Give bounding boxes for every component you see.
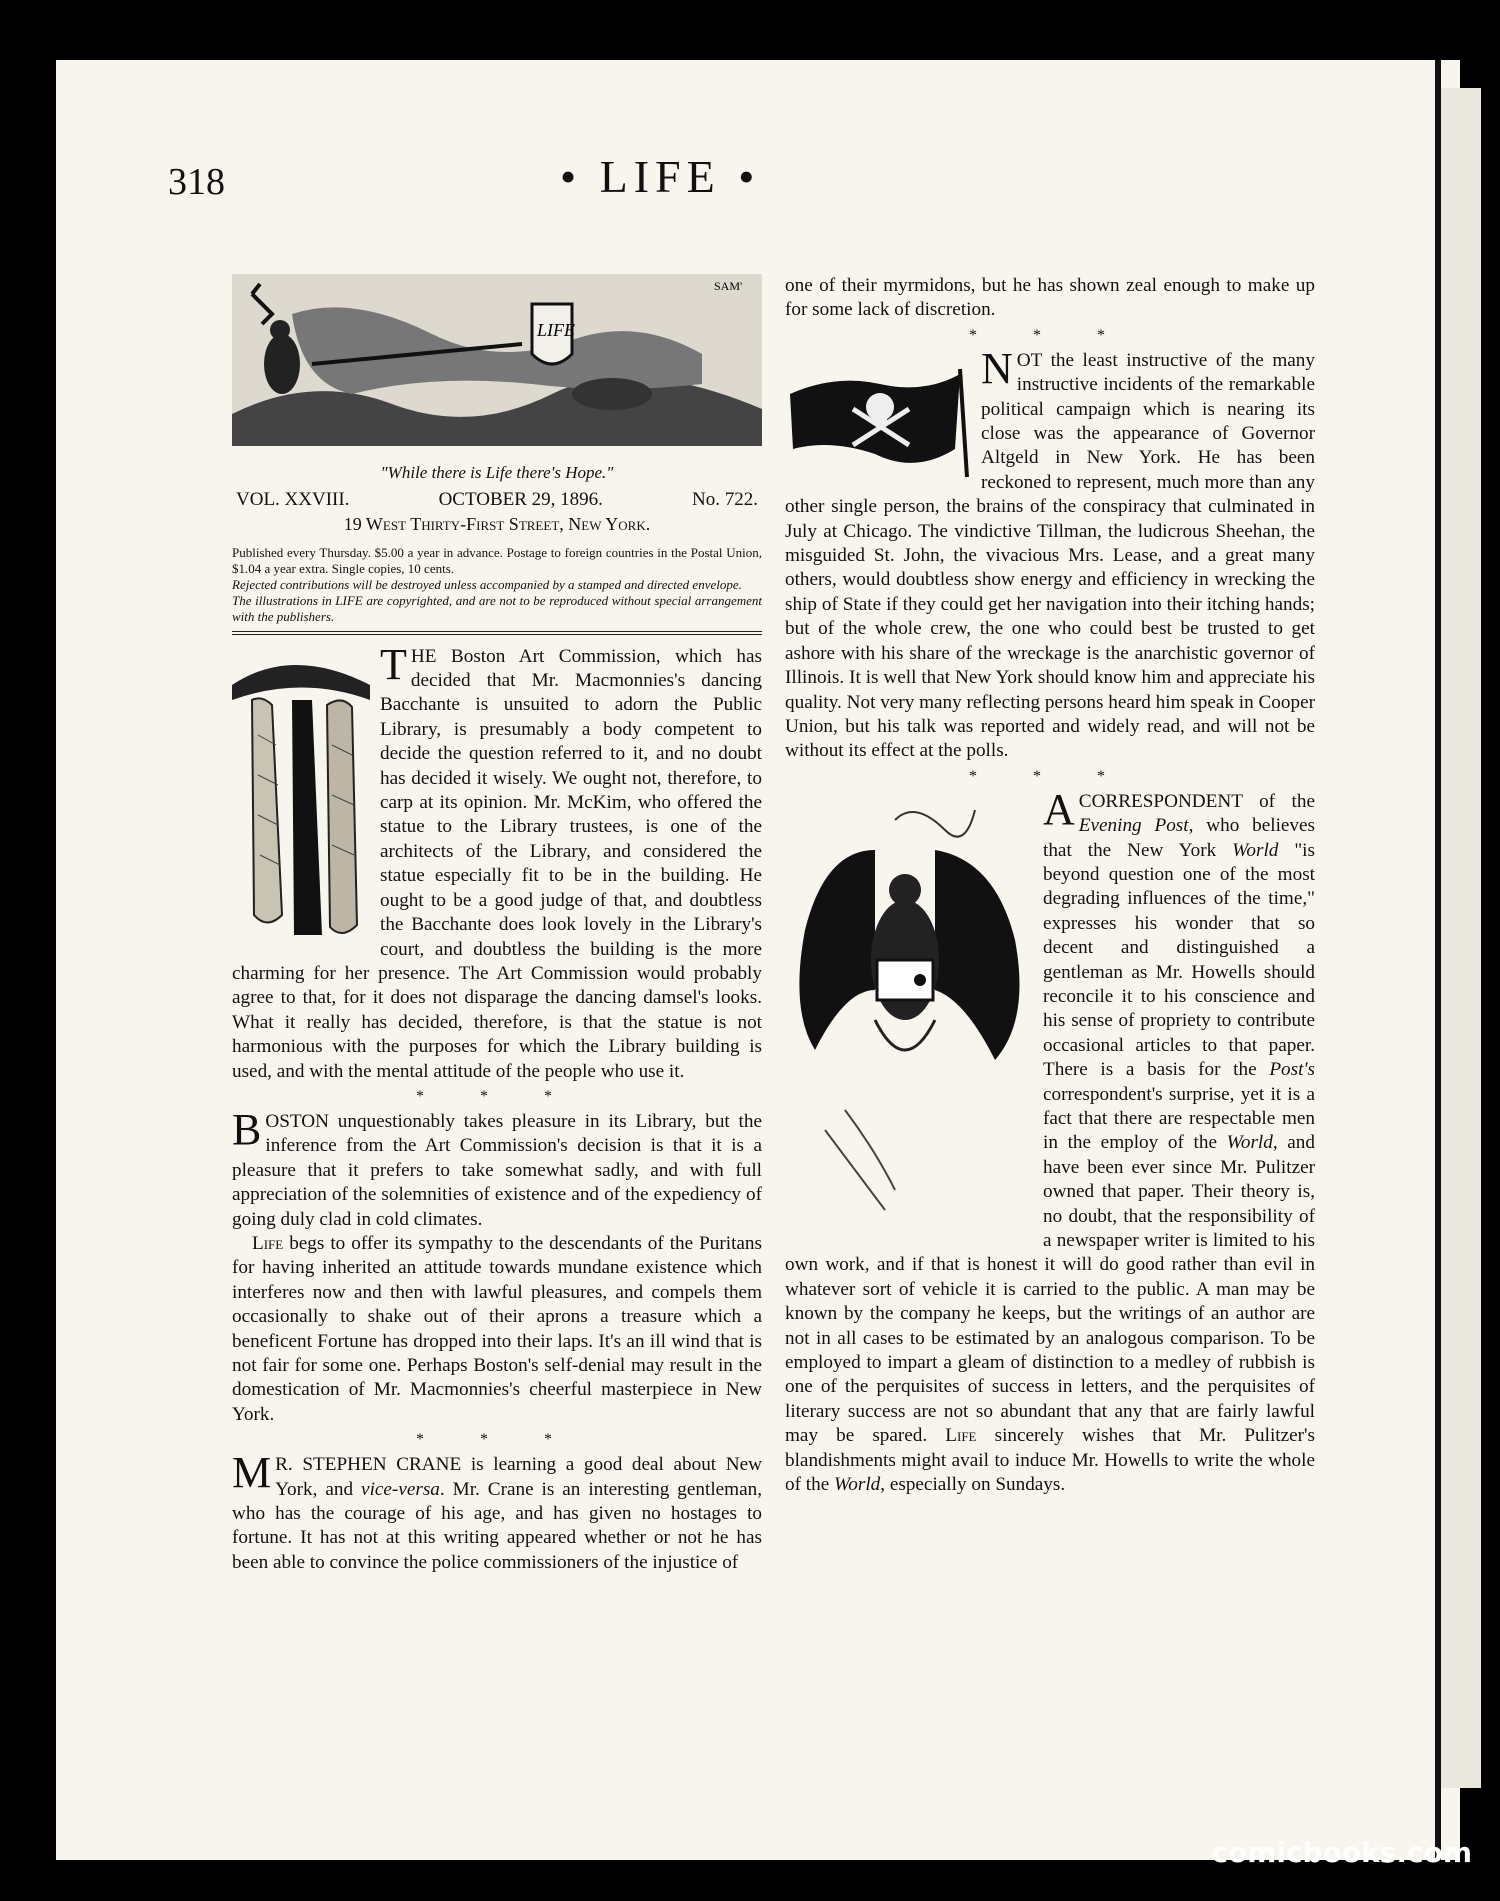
correspondent-text-1: CORRESPONDENT of the	[1078, 790, 1315, 812]
section-separator: * * *	[416, 1431, 578, 1449]
notice-copyright: The illustrations in LIFE are copyrighted, and are not to be reproduced without special arrangement with the publishers.	[232, 592, 762, 624]
world-italic-2: World	[1226, 1132, 1273, 1154]
correspondent-text-3: "is beyond question one of the most degrading influences of the time," expresses his wonder that so decent and distinguished a gentleman as Mr. Howells should reconcile it to his conscience and his sense of propriety to contribute occasional articles to that paper. There is a basis for the	[1043, 839, 1315, 1081]
boston-library-text: OSTON unquestionably takes pleasure in its Library, but the inference from the Art Commission's decision is that it is a pleasure that it prefers to take somewhat sadly, and with full appreciation of the solemnities of existence and of the expediency of going duly clad in cold climates.	[232, 1110, 762, 1230]
motto: "While there is Life there's Hope."	[380, 463, 614, 483]
crane-text-a: R. STEPHEN CRANE is learning a good deal about New York, and	[275, 1454, 762, 1500]
article-boston-art	[232, 639, 762, 1084]
issue-number: No. 722.	[692, 488, 758, 510]
adjacent-page-strip	[1441, 88, 1481, 1788]
crane-text-b: . Mr. Crane is an interesting gentleman, who has the courage of his age, and has given no hostages to fortune. It has not at this writing appeared whether or not he has been able to convince the police commissioners of the injustice of	[232, 1478, 763, 1573]
article-correspondent	[785, 784, 1315, 1498]
correspondent-text-4: correspondent's surprise, yet it is a fact that there are respectable men in the employ of the	[1043, 1083, 1315, 1154]
boston-library-text-2: begs to offer its sympathy to the descendants of the Puritans for having inherited an attitude towards mundane existence which interferes now and then with lawful pleasures, and compels them occasionally to shake out of their aprons a treasure which a beneficent Fortune has dropped into their laps. It's an ill wind that is not fair for some one. Perhaps Boston's self-denial may result in the domestication of Mr. Macmonnies's cheerful masterpiece in New York.	[232, 1232, 762, 1425]
evening-post-italic: Evening Post	[1078, 815, 1189, 837]
notice-rejected: Rejected contributions will be destroyed unless accompanied by a stamped and directed envelope.	[232, 576, 742, 592]
watermark: comicbooks.com	[1211, 1836, 1472, 1869]
dropcap-a: A	[1043, 784, 1075, 834]
altgeld-text: OT the least instructive of the many instructive incidents of the remarkable political campaign which is nearing its close was the appearance of Governor Altgeld in New York. He has been reckoned to represent, much more than any other single person, the brains of the conspiracy that culminated in July at Chicago. The vindictive Tillman, the ludicrous Sheehan, the misguided St. John, the vivacious Mrs. Lease, and a great many others, would doubtless show energy and efficiency in wrecking the ship of State if they could get her navigation into their itching hands; but of the whole crew, the one who could best be trusted to get ashore with his share of the wreckage is the anarchistic governor of Illinois. It is well that New York should know him and appreciate his quality. Not very many reflecting persons heard him speak in Cooper Union, but his talk was reported and widely read, and will not be without its effect at the polls.	[785, 349, 1315, 762]
page-number: 318	[168, 161, 225, 203]
crane-continued: one of their myrmidons, but he has shown zeal enough to make up for some lack of discretion.	[785, 275, 1315, 321]
world-italic-3: World	[834, 1474, 881, 1496]
left-column	[232, 274, 762, 1575]
dropcap-m: M	[232, 1448, 272, 1498]
volume-line	[232, 488, 762, 512]
article-crane	[232, 1448, 763, 1575]
life-lead: Life	[252, 1232, 284, 1254]
posts-italic: Post's	[1269, 1059, 1315, 1081]
life-lead-2: Life	[945, 1425, 977, 1447]
article-altgeld	[785, 343, 1315, 764]
winged-mummy-illustration	[232, 645, 370, 945]
correspondent-text-6: sincerely wishes that Mr. Pulitzer's blandishments might avail to induce Mr. Howells to write the whole of the	[785, 1425, 1315, 1496]
boston-art-text: HE Boston Art Commission, which has decided that Mr. Macmonnies's dancing Bacchante is unsuited to adorn the Public Library, is presumably a body competent to decide the question referred to it, and no doubt has decided it wisely. We ought not, therefore, to carp at its opinion. Mr. McKim, who offered the statue to the Library trustees, is one of the architects of the Library, and considered the statue especially fit to be in the building. He ought to be a good judge of that, and doubtless the Bacchante does look lovely in the Library's court, and doubtless the building is the more charming for her presence. The Art Commission would probably agree to that, for it does not disparage the dancing damsel's looks. What it really has decided, therefore, is that the statue is not harmonious with the purposes for which the Library building is used, and with the mental attitude of the people who use it.	[232, 645, 762, 1082]
correspondent-text-7: , especially on Sundays.	[880, 1474, 1066, 1496]
article-boston-library	[232, 1104, 762, 1427]
dropcap-t: T	[380, 639, 407, 689]
publication-notice	[232, 545, 762, 625]
header-battle-illustration	[232, 274, 762, 446]
header-emblem-text: LIFE	[537, 320, 575, 340]
masthead-rule	[232, 631, 762, 635]
correspondent-text-5: , and have been ever since Mr. Pulitzer owned that paper. Their theory is, no doubt, that the responsibility of a newspaper writer is limited to his own work, and if that is honest it will do good rather than evil in whatever sort of vehicle it is carried to the public. A man may be known by the company he keeps, but the writings of an author are not in all cases to be estimated by an analogous comparison. To be employed to impart a gleam of distinction to a medley of rubbish is one of the perquisites of success in letters, and the perquisites of literary success are not so abundant that any that are fairly lawful may be spared.	[785, 1132, 1315, 1447]
correspondent-text-2: , who believes that the New York	[1043, 815, 1315, 861]
issue-date: OCTOBER 29, 1896.	[438, 488, 603, 510]
notice-published: Published every Thursday. $5.00 a year in advance. Postage to foreign countries in the Postal Union, $1.04 a year extra. Single copies, 10 cents.	[232, 544, 762, 576]
header-signature: SAM'	[714, 279, 743, 293]
section-separator: * * *	[969, 326, 1131, 344]
right-column	[785, 274, 1315, 1498]
address: 19 West Thirty-First Street, New York.	[343, 514, 651, 535]
bat-winged-figure-illustration	[785, 790, 1033, 1230]
dropcap-n: N	[981, 343, 1013, 393]
dropcap-b: B	[232, 1104, 262, 1154]
skull-and-crossbones-flag-illustration	[785, 349, 971, 479]
crane-italic: vice-versa	[361, 1478, 440, 1500]
world-italic: World	[1232, 839, 1279, 861]
volume: VOL. XXVIII.	[236, 488, 350, 510]
masthead: • LIFE •	[560, 151, 761, 202]
section-separator: * * *	[416, 1087, 578, 1105]
section-separator: * * *	[969, 767, 1131, 785]
